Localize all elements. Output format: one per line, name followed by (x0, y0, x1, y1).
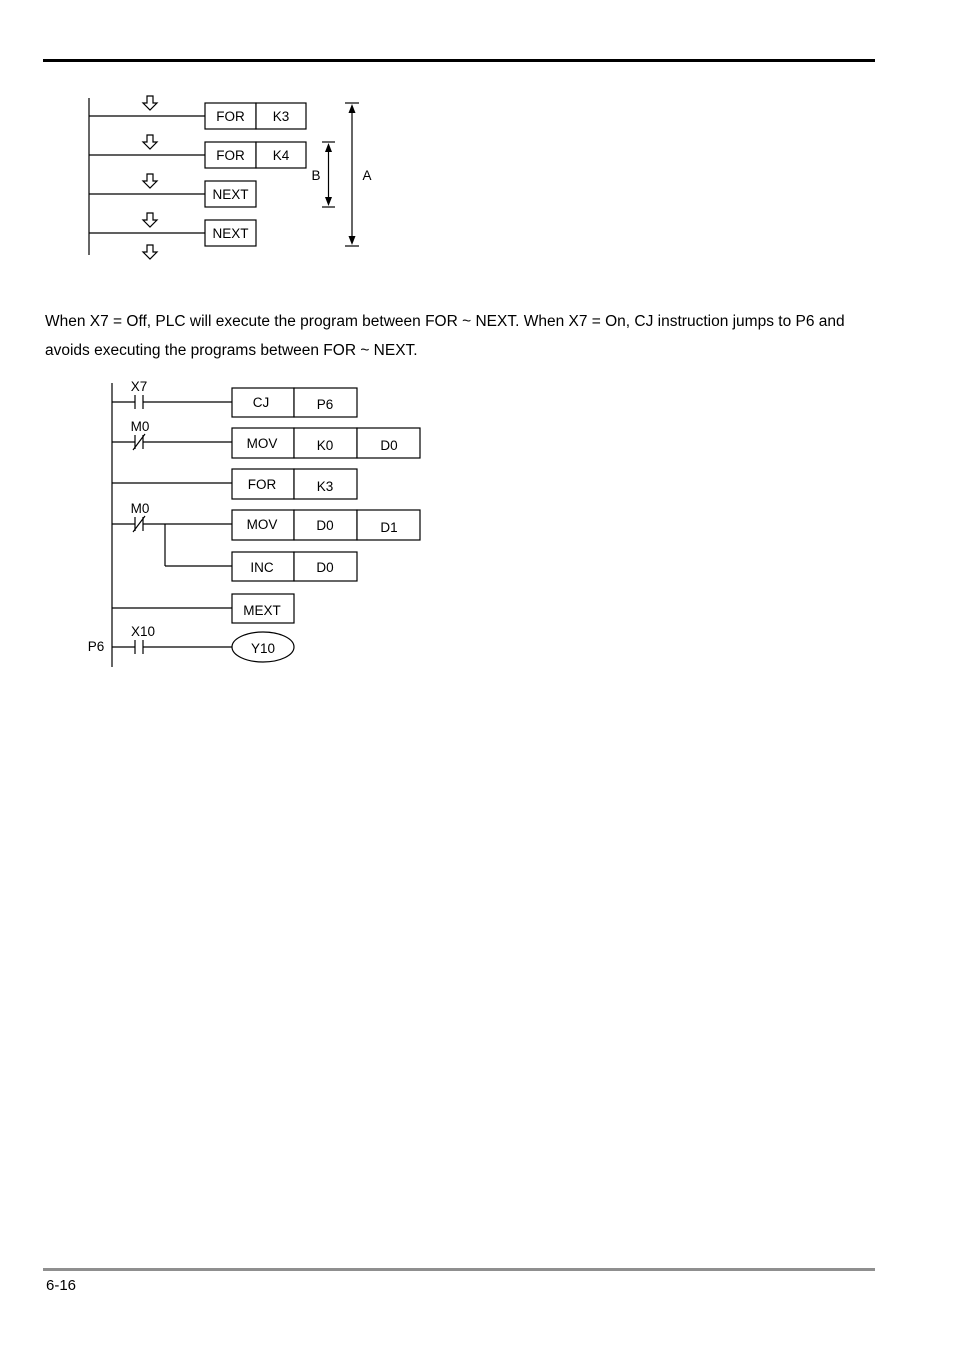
normally-open-contact-x7 (112, 395, 232, 409)
pointer-label-p6: P6 (87, 639, 105, 654)
footer-rule (43, 1268, 875, 1271)
page-number: 6-16 (46, 1277, 77, 1294)
instruction-mov-label: MOV (246, 436, 278, 451)
instruction-inc-label: INC (250, 560, 274, 575)
instruction-mov-label: MOV (246, 517, 278, 532)
span-label-outer: A (362, 168, 372, 183)
operand-d1-label: D1 (380, 520, 398, 535)
contact-label-x7: X7 (130, 379, 148, 394)
operand-label: K3 (272, 109, 290, 124)
instruction-label: FOR (216, 109, 245, 124)
operand-d0-label: D0 (316, 518, 334, 533)
operand-d0-label: D0 (380, 438, 398, 453)
instruction-cj-label: CJ (252, 395, 270, 410)
operand-d0-label: D0 (316, 560, 334, 575)
instruction-label: FOR (216, 148, 245, 163)
instruction-mext-label: MEXT (243, 603, 281, 618)
contact-label-m0: M0 (130, 419, 150, 434)
contact-label-x10: X10 (130, 624, 156, 639)
operand-label: K4 (272, 148, 290, 163)
coil-label-y10: Y10 (250, 641, 276, 656)
instruction-label: NEXT (212, 187, 249, 202)
contact-label-m0: M0 (130, 501, 150, 516)
instruction-label: NEXT (212, 226, 249, 241)
operand-p6-label: P6 (316, 397, 334, 412)
body-paragraph: When X7 = Off, PLC will execute the program between FOR ~ NEXT. When X7 = On, CJ instruction jumps to P6 and avoids executing the programs between FOR ~ NEXT. (45, 313, 845, 359)
normally-open-contact-x10 (112, 640, 232, 654)
span-label-inner: B (311, 168, 321, 183)
operand-k0-label: K0 (316, 438, 334, 453)
instruction-for-label: FOR (247, 477, 277, 492)
normally-closed-contact-m0 (112, 434, 232, 450)
operand-k3-label: K3 (316, 479, 334, 494)
normally-closed-contact-m0 (112, 516, 232, 566)
